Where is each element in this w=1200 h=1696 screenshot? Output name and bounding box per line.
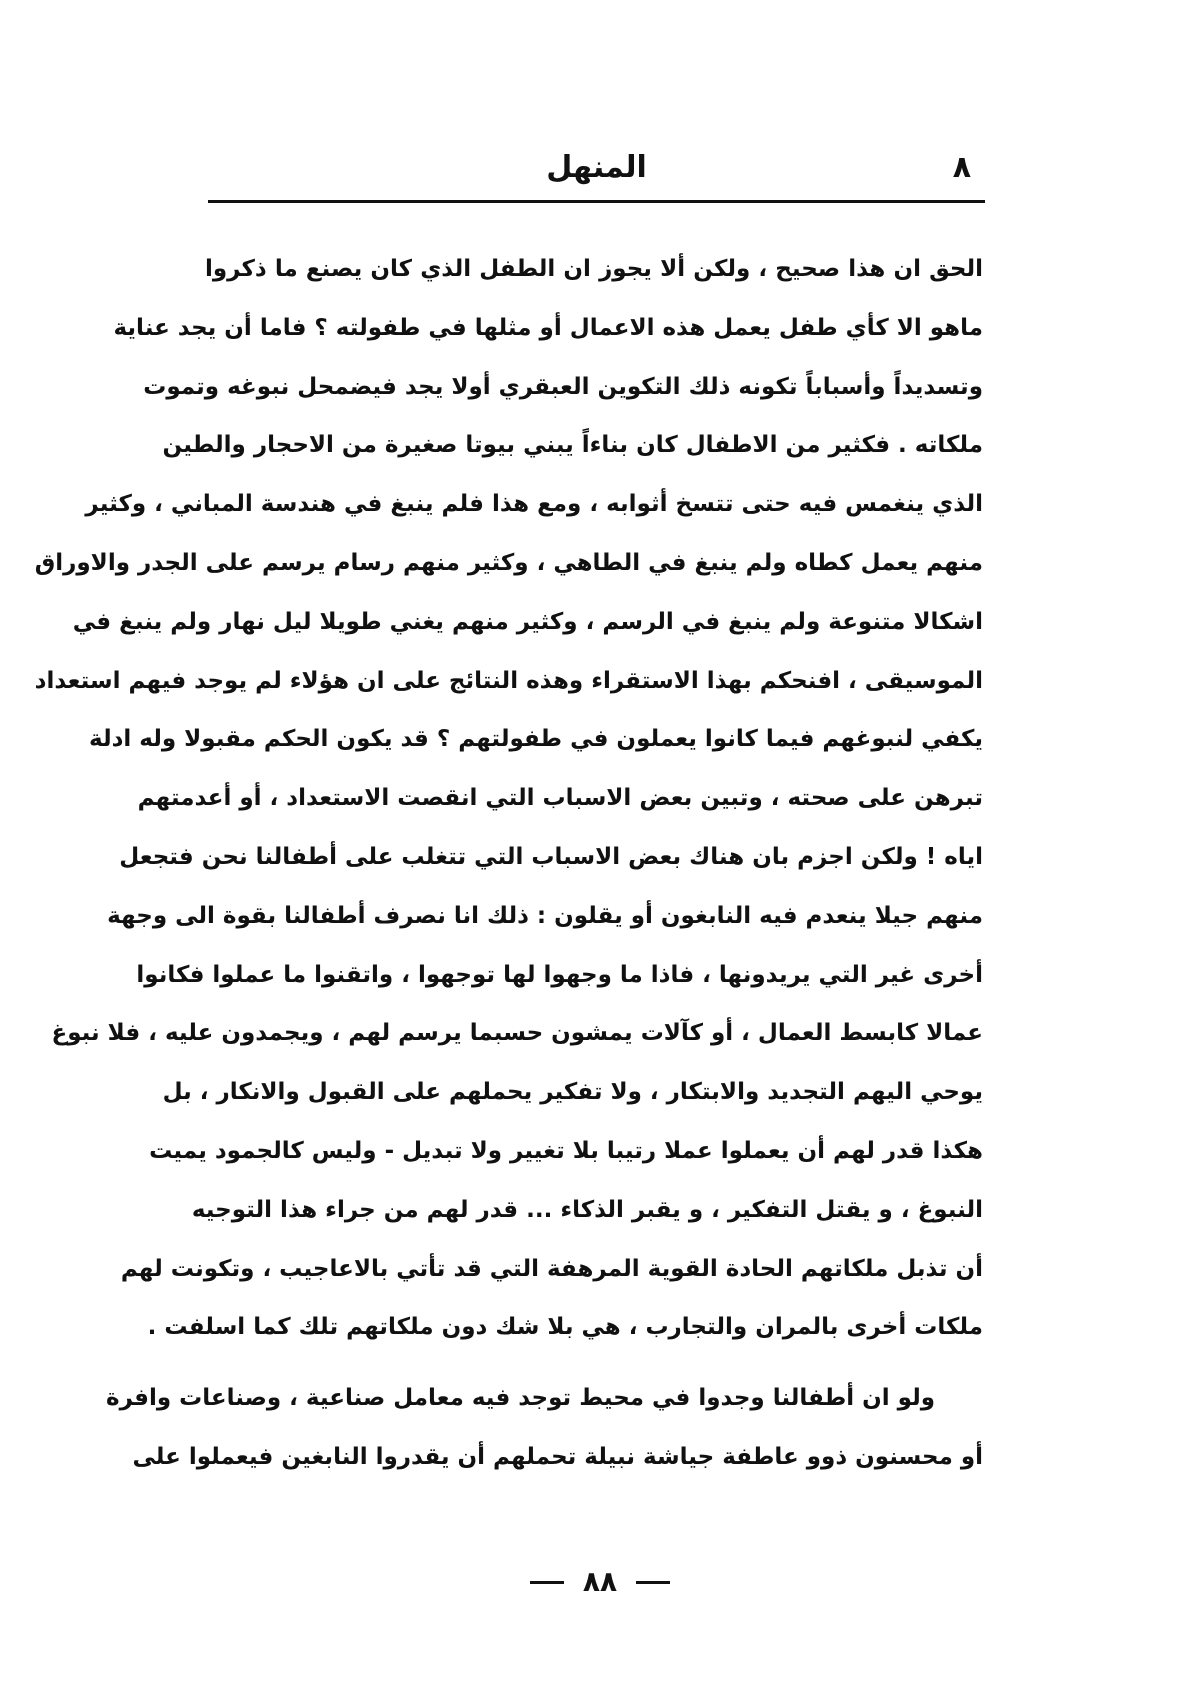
text-line: يكفي لنبوغهم فيما كانوا يعملون في طفولتهم ؟ قد يكون الحكم مقبولا وله ادلة [89,726,983,753]
footer-page-number: ٨٨ [582,1565,618,1598]
text-line: أن تذبل ملكاتهم الحادة القوية المرهفة التي قد تأتي بالاعاجيب ، وتكونت لهم [120,1255,983,1282]
text-line: النبوغ ، و يقتل التفكير ، و يقبر الذكاء ... قدر لهم من جراء هذا التوجيه [191,1196,983,1223]
text-line: أو محسنون ذوو عاطفة جياشة نبيلة تحملهم أن يقدروا النابغين فيعملوا على [132,1443,983,1470]
text-line: ملكات أخرى بالمران والتجارب ، هي بلا شك دون ملكاتهم تلك كما اسلفت . [147,1314,983,1341]
text-line: الحق ان هذا صحيح ، ولكن ألا يجوز ان الطفل الذي كان يصنع ما ذكروا [205,256,983,282]
text-line: اشكالا متنوعة ولم ينبغ في الرسم ، وكثير منهم يغني طويلا ليل نهار ولم ينبغ في [72,608,983,635]
text-line: اياه ! ولكن اجزم بان هناك بعض الاسباب التي تتغلب على أطفالنا نحن فتجعل [119,843,983,870]
text-line: ماهو الا كأي طفل يعمل هذه الاعمال أو مثلها في طفولته ؟ فاما أن يجد عناية [113,314,983,341]
header-page-number: ٨ [952,150,971,185]
text-line: الموسيقى ، افنحكم بهذا الاستقراء وهذه النتائج على ان هؤلاء لم يوجد فيهم استعداد [34,667,983,694]
footer-dash-left [530,1581,564,1584]
text-line: أخرى غير التي يريدونها ، فاذا ما وجهوا لها توجهوا ، واتقنوا ما عملوا فكانوا [136,961,983,988]
header-divider [208,200,985,203]
text-line: هكذا قدر لهم أن يعملوا عملا رتيبا بلا تغيير ولا تبديل - وليس كالجمود يميت [149,1137,983,1164]
text-line: ملكاته . فكثير من الاطفال كان بناءاً يبني بيوتا صغيرة من الاحجار والطين [162,432,983,459]
page-header [208,148,985,188]
page-footer [0,1560,1200,1604]
text-line: الذي ينغمس فيه حتى تتسخ أثوابه ، ومع هذا فلم ينبغ في هندسة المباني ، وكثير [85,491,983,518]
journal-title: المنهل [546,150,647,185]
text-line: منهم جيلا ينعدم فيه النابغون أو يقلون : ذلك انا نصرف أطفالنا بقوة الى وجهة [107,902,983,929]
text-line: تبرهن على صحته ، وتبين بعض الاسباب التي انقصت الاستعداد ، أو أعدمتهم [137,785,983,812]
body-text [34,240,983,1530]
text-line: وتسديداً وأسباباً تكونه ذلك التكوين العبقري أولا يجد فيضمحل نبوغه وتموت [143,373,983,400]
text-line: منهم يعمل كطاه ولم ينبغ في الطاهي ، وكثير منهم رسام يرسم على الجدر والاوراق [34,549,983,576]
text-line: يوحي اليهم التجديد والابتكار ، ولا تفكير يحملهم على القبول والانكار ، بل [162,1079,983,1106]
text-line: ولو ان أطفالنا وجدوا في محيط توجد فيه معامل صناعية ، وصناعات وافرة [106,1385,935,1412]
text-line: عمالا كابسط العمال ، أو كآلات يمشون حسبما يرسم لهم ، ويجمدون عليه ، فلا نبوغ [51,1020,983,1047]
footer-dash-right [636,1581,670,1584]
